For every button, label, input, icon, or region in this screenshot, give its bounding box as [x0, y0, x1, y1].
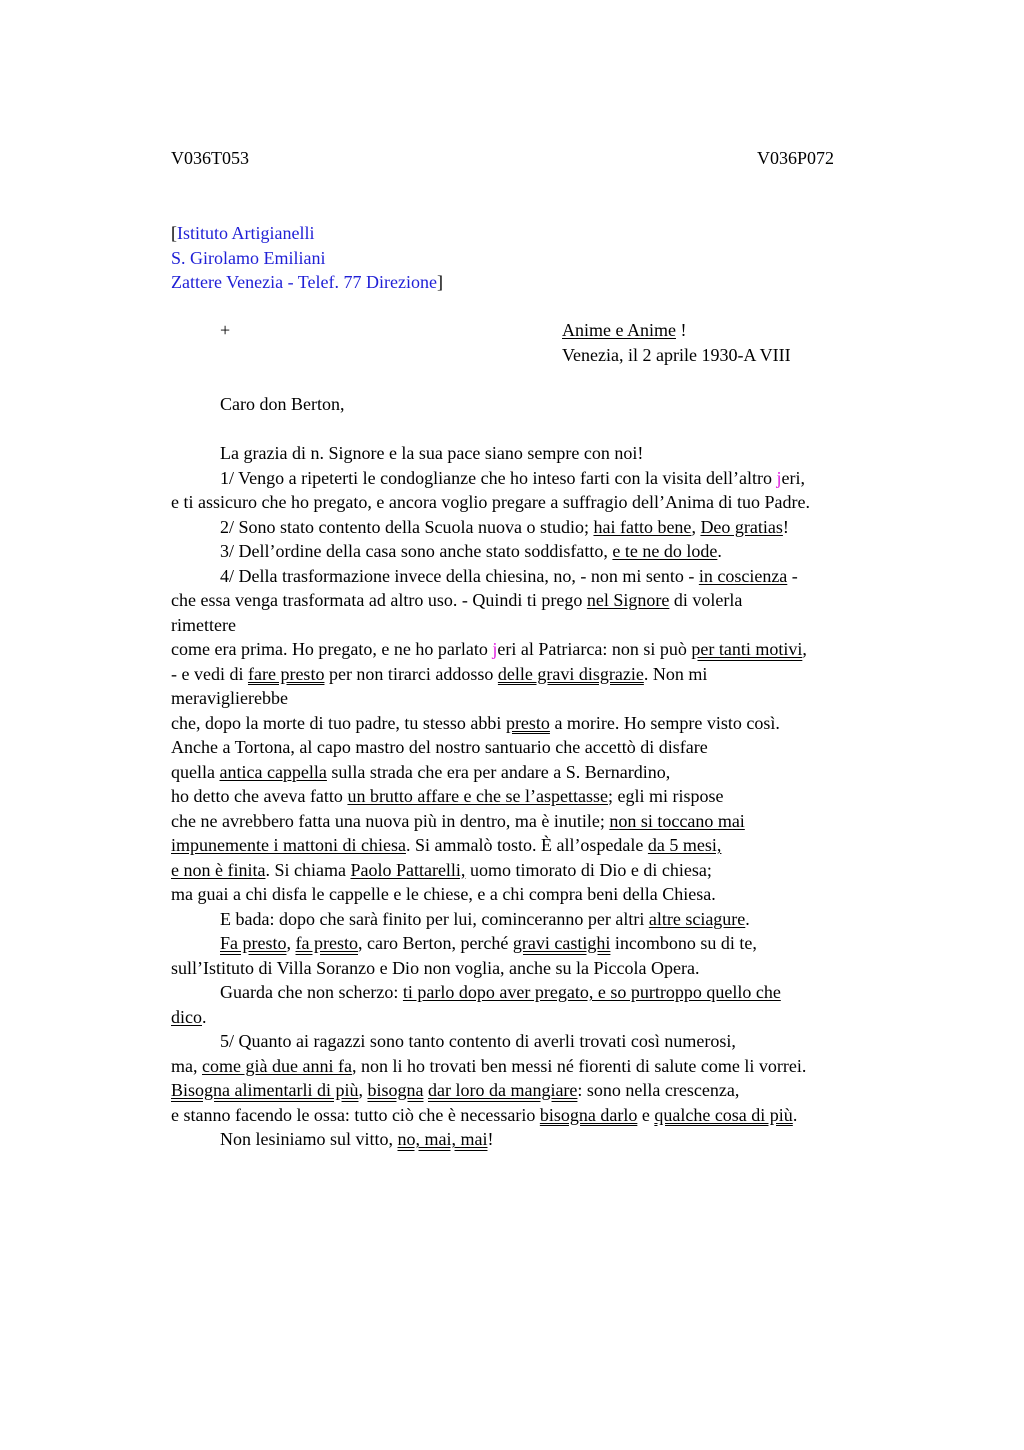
text-segment: di volerla — [669, 590, 743, 610]
double-underlined-text: delle gravi disgrazie — [497, 663, 644, 684]
letterhead — [171, 221, 443, 295]
text-segment: Guarda che non scherzo: — [220, 982, 403, 1002]
underlined-text: dico — [171, 1006, 202, 1027]
body-line — [171, 760, 911, 785]
text-segment: 2/ Sono stato contento della Scuola nuova o studio; — [220, 516, 594, 537]
text-segment: che, dopo la morte di tuo padre, tu stesso abbi — [171, 712, 506, 733]
text-segment: , caro Berton, perché — [357, 933, 513, 953]
letterhead-institute: Istituto Artigianelli — [177, 223, 315, 243]
text-segment: a morire. Ho sempre visto così. — [549, 712, 780, 733]
body-line — [171, 1103, 911, 1128]
underlined-text: Paolo Pattarelli, — [350, 859, 466, 880]
body-line — [171, 833, 911, 858]
text-segment: . Non mi — [643, 663, 708, 684]
text-segment: rimettere — [171, 614, 236, 635]
underlined-text: come già due anni fa — [202, 1055, 352, 1076]
underlined-text: e non è finita — [171, 859, 266, 880]
motto-exclamation: ! — [675, 320, 687, 340]
body-line — [171, 784, 911, 809]
text-segment: sulla strada che era per andare a S. Bernardino, — [326, 761, 671, 782]
double-underlined-text: fa presto — [295, 933, 358, 953]
body-line — [171, 466, 911, 491]
text-segment: , — [691, 516, 701, 537]
body-line — [171, 441, 911, 466]
letterhead-address: Zattere Venezia - Telef. 77 Direzione — [171, 272, 437, 292]
double-underlined-text: per tanti motivi — [691, 639, 803, 659]
body-line — [171, 809, 911, 834]
dateline — [562, 318, 791, 367]
body-line — [171, 907, 911, 932]
text-segment: 3/ Dell’ordine della casa sono anche stato soddisfatto, — [220, 541, 613, 561]
text-segment: sull’Istituto di Villa Soranzo e Dio non voglia, anche su la Piccola Opera. — [171, 957, 700, 978]
text-segment: , — [802, 639, 807, 659]
text-segment: ma guai a chi disfa le cappelle e le chiese, e a chi compra beni della Chiesa. — [171, 884, 716, 904]
underlined-text: altre sciagure — [648, 908, 746, 929]
text-segment: - — [787, 565, 798, 586]
double-underlined-text: gravi castighi — [512, 933, 611, 953]
body-line — [171, 1054, 911, 1079]
text-segment: . Si chiama — [265, 859, 351, 880]
text-segment: . — [745, 908, 750, 929]
body-line — [171, 1078, 911, 1103]
text-segment: incombono su di te, — [610, 933, 757, 953]
body-line — [171, 539, 911, 564]
double-underlined-text: Fa presto — [220, 933, 287, 953]
archive-ref-right: V036P072 — [757, 148, 835, 168]
text-segment: ! — [487, 1129, 494, 1149]
body-line — [171, 1005, 911, 1030]
text-segment: 1/ Vengo a ripeterti le condoglianze che ho inteso farti con la visita dell’altro — [220, 467, 777, 488]
body-line — [171, 613, 911, 638]
body-line — [171, 1029, 911, 1054]
text-segment: . Si ammalò tosto. È all’ospedale — [405, 835, 648, 855]
text-segment: , non li ho trovati ben messi né fiorenti di salute come li vorrei. — [351, 1055, 807, 1076]
body-line — [171, 637, 911, 662]
body-line — [171, 588, 911, 613]
letterhead-bracket-open: [ — [171, 223, 177, 243]
highlighted-letter: j — [776, 467, 782, 488]
text-segment: e stanno facendo le ossa: tutto ciò che è necessario — [171, 1104, 540, 1125]
letterhead-bracket-close: ] — [436, 272, 443, 292]
body-line — [171, 564, 911, 589]
body-line — [171, 882, 911, 907]
underlined-text: da 5 mesi, — [647, 835, 722, 855]
text-segment: come era prima. Ho pregato, e ne ho parlato — [171, 639, 493, 659]
text-segment: e — [637, 1104, 655, 1125]
body-line — [171, 662, 911, 687]
underlined-text: nel Signore — [586, 590, 670, 610]
body-line — [171, 980, 911, 1005]
underlined-text: in coscienza — [698, 565, 788, 586]
underlined-text: e te ne do lode — [612, 541, 718, 561]
text-segment: meraviglierebbe — [171, 688, 288, 708]
body-line — [171, 686, 911, 711]
letter-body — [171, 441, 911, 1152]
text-segment: . — [792, 1104, 798, 1125]
body-line — [171, 515, 911, 540]
text-segment: ma, — [171, 1055, 202, 1076]
text-segment: Anche a Tortona, al capo mastro del nostro santuario che accettò di disfare — [171, 737, 708, 757]
double-underlined-text: Bisogna alimentarli di più — [171, 1080, 359, 1100]
double-underlined-text: qualche cosa di più — [654, 1104, 793, 1125]
text-segment: . — [717, 541, 722, 561]
text-segment: e ti assicuro che ho pregato, e ancora voglio pregare a suffragio dell’Anima di tuo Padre. — [171, 492, 810, 512]
text-segment: ; egli mi rispose — [608, 786, 724, 806]
body-line — [171, 858, 911, 883]
text-segment: E bada: dopo che sarà finito per lui, cominceranno per altri — [220, 908, 649, 929]
body-line — [171, 956, 911, 981]
double-underlined-text: no, mai, mai — [397, 1129, 488, 1149]
text-segment: 5/ Quanto ai ragazzi sono tanto contento di averli trovati così numerosi, — [220, 1031, 736, 1051]
text-segment: eri al Patriarca: non si può — [497, 639, 692, 659]
underlined-text: antica cappella — [219, 761, 327, 782]
text-segment: Non lesiniamo sul vitto, — [220, 1129, 398, 1149]
text-segment: che ne avrebbero fatta una nuova più in dentro, ma è inutile; — [171, 810, 610, 831]
motto: Anime e Anime — [562, 320, 676, 340]
text-segment: per non tirarci addosso — [324, 663, 498, 684]
letter-date: Venezia, il 2 aprile 1930-A VIII — [562, 344, 791, 365]
text-segment: : sono nella crescenza, — [577, 1080, 740, 1100]
cross-mark: + — [220, 320, 231, 340]
underlined-text: un brutto affare e che se l’aspettasse — [347, 786, 608, 806]
double-underlined-text: dar loro da mangiare — [427, 1080, 578, 1100]
text-segment: . — [202, 1006, 207, 1027]
text-segment: ho detto che aveva fatto — [171, 786, 348, 806]
body-line — [171, 490, 911, 515]
text-segment: eri, — [781, 467, 805, 488]
body-line — [171, 931, 911, 956]
text-segment: , — [358, 1080, 368, 1100]
text-segment: uomo timorato di Dio e di chiesa; — [465, 859, 712, 880]
highlighted-letter: j — [492, 639, 498, 659]
underlined-text: impunemente i mattoni di chiesa — [171, 835, 406, 855]
double-underlined-text: presto — [505, 712, 550, 733]
double-underlined-text: bisogna — [367, 1080, 424, 1100]
text-segment: La grazia di n. Signore e la sua pace siano sempre con noi! — [220, 443, 644, 463]
body-line — [171, 1127, 911, 1152]
text-segment: ! — [782, 516, 789, 537]
text-segment: , — [286, 933, 296, 953]
underlined-text: hai fatto bene — [593, 516, 692, 537]
letterhead-saint: S. Girolamo Emiliani — [171, 247, 326, 268]
text-segment: 4/ Della trasformazione invece della chiesina, no, - non mi sento - — [220, 565, 699, 586]
underlined-text: ti parlo dopo aver pregato, e so purtroppo quello che — [402, 982, 781, 1002]
body-line — [171, 711, 911, 736]
double-underlined-text: fare presto — [247, 663, 325, 684]
text-segment: - e vedi di — [171, 663, 248, 684]
underlined-text: non si toccano mai — [609, 810, 745, 831]
body-line — [171, 735, 911, 760]
text-segment: che essa venga trasformata ad altro uso. - Quindi ti prego — [171, 590, 587, 610]
double-underlined-text: bisogna darlo — [539, 1104, 638, 1125]
archive-ref-left: V036T053 — [171, 148, 249, 168]
text-segment: quella — [171, 761, 220, 782]
greeting: Caro don Berton, — [220, 394, 345, 414]
underlined-text: Deo gratias — [700, 516, 783, 537]
